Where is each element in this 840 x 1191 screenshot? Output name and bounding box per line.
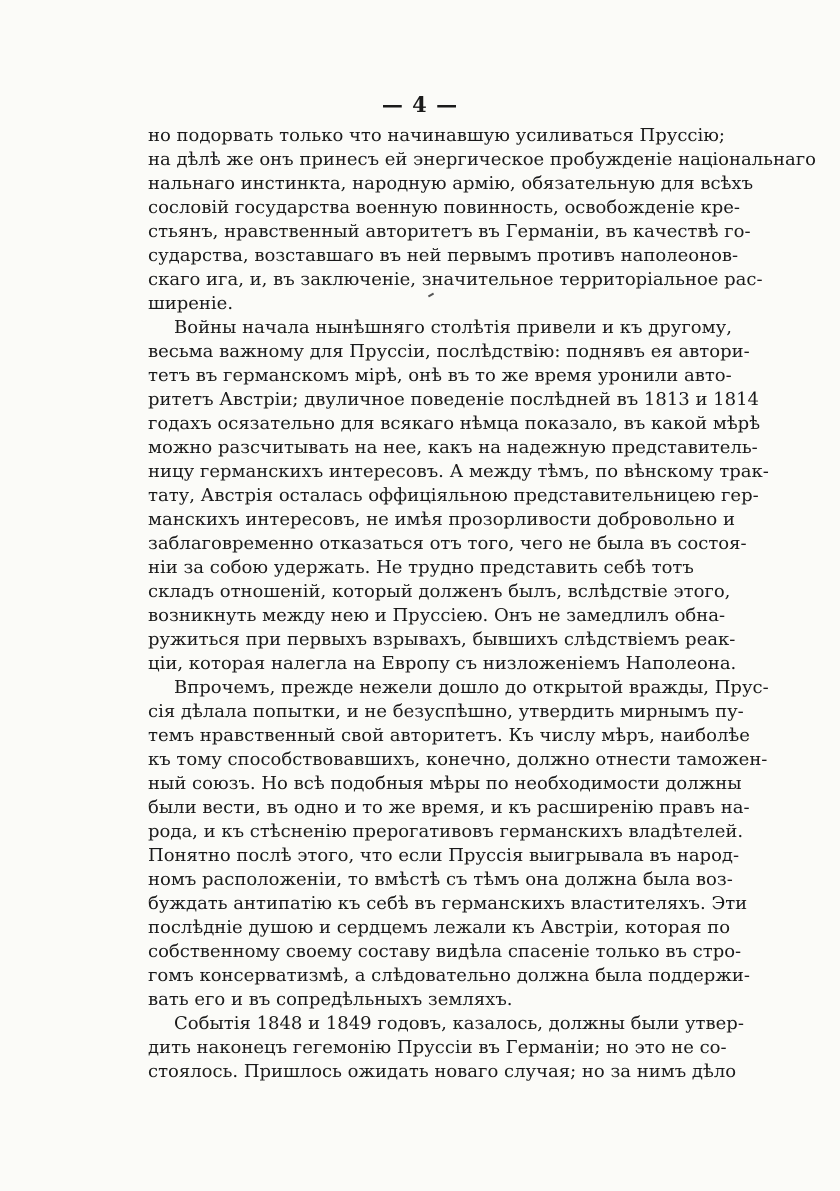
paragraph-start-line: Войны начала нынѣшняго столѣтія привели и къ другому, — [174, 317, 732, 338]
text-line: къ тому способствовавшихъ, конечно, должно отнести таможен- — [148, 749, 768, 770]
text-line: скаго ига, и, въ заключеніе, значительное территоріальное рас- — [148, 269, 763, 290]
text-line: вать его и въ сопредѣльныхъ земляхъ. — [148, 989, 513, 1010]
text-line: ніи за собою удержать. Не трудно представить себѣ тотъ — [148, 557, 694, 578]
text-line: дить наконецъ гегемонію Пруссіи въ Германіи; но это не со- — [148, 1037, 727, 1058]
text-line: послѣдніе душою и сердцемъ лежали къ Австріи, которая по — [148, 917, 731, 938]
text-line: гомъ консерватизмѣ, а слѣдовательно должна была поддержи- — [148, 965, 750, 986]
text-line: сословій государства военную повинность, освобожденіе кре- — [148, 197, 740, 218]
text-line: ницу германскихъ интересовъ. А между тѣмъ, по вѣнскому трак- — [148, 461, 769, 482]
text-line: стоялось. Пришлось ожидать новаго случая; но за нимъ дѣло — [148, 1061, 737, 1082]
text-line: буждать антипатію къ себѣ въ германскихъ властителяхъ. Эти — [148, 893, 748, 914]
text-line: темъ нравственный свой авторитетъ. Къ числу мѣръ, наиболѣе — [148, 725, 750, 746]
text-line: были вести, въ одно и то же время, и къ расширенію правъ на- — [148, 797, 750, 818]
text-line: годахъ осязательно для всякаго нѣмца показало, въ какой мѣрѣ — [148, 413, 761, 434]
text-line: заблаговременно отказаться отъ того, чего не была въ состоя- — [148, 533, 747, 554]
text-line: тетъ въ германскомъ мірѣ, онѣ въ то же время уронили авто- — [148, 365, 732, 386]
text-line: рода, и къ стѣсненію прерогативовъ германскихъ владѣтелей. — [148, 821, 744, 842]
text-line: манскихъ интересовъ, не имѣя прозорливости добровольно и — [148, 509, 735, 530]
text-line: стьянъ, нравственный авторитетъ въ Германіи, въ качествѣ го- — [148, 221, 751, 242]
text-line: ширеніе. — [148, 293, 234, 314]
text-line: можно разсчитывать на нее, какъ на надежную представитель- — [148, 437, 758, 458]
text-line: складъ отношеній, который долженъ былъ, вслѣдствіе этого, — [148, 581, 731, 602]
text-line: на дѣлѣ же онъ принесъ ей энергическое пробужденіе національнаго — [148, 149, 816, 170]
text-line: весьма важному для Пруссіи, послѣдствію: поднявъ ея автори- — [148, 341, 750, 362]
text-line: сударства, возставшаго въ ней первымъ противъ наполеонов- — [148, 245, 739, 266]
text-line: ный союзъ. Но всѣ подобныя мѣры по необходимости должны — [148, 773, 742, 794]
text-line: ружиться при первыхъ взрывахъ, бывшихъ слѣдствіемъ реак- — [148, 629, 736, 650]
text-line: номъ расположеніи, то вмѣстѣ съ тѣмъ она должна была воз- — [148, 869, 733, 890]
text-line: собственному своему составу видѣла спасеніе только въ стро- — [148, 941, 742, 962]
text-line: ритетъ Австріи; двуличное поведеніе послѣдней въ 1813 и 1814 — [148, 389, 759, 410]
paragraph-start-line: Событія 1848 и 1849 годовъ, казалось, должны были утвер- — [174, 1013, 744, 1034]
text-line: тату, Австрія осталась оффиціяльною представительницею гер- — [148, 485, 759, 506]
page-number: — 4 — — [381, 92, 459, 117]
text-line: но подорвать только что начинавшую усиливаться Пруссію; — [148, 125, 725, 146]
text-line: возникнуть между нею и Пруссіею. Онъ не замедлилъ обна- — [148, 605, 726, 626]
text-line: Понятно послѣ этого, что если Пруссія выигрывала въ народ- — [148, 845, 740, 866]
text-line: ціи, которая налегла на Европу съ низложеніемъ Наполеона. — [148, 653, 737, 674]
paragraph-start-line: Впрочемъ, прежде нежели дошло до открытой вражды, Прус- — [174, 677, 769, 698]
text-line: сія дѣлала попытки, и не безуспѣшно, утвердить мирнымъ пу- — [148, 701, 744, 722]
text-line: нальнаго инстинкта, народную армію, обязательную для всѣхъ — [148, 173, 754, 194]
